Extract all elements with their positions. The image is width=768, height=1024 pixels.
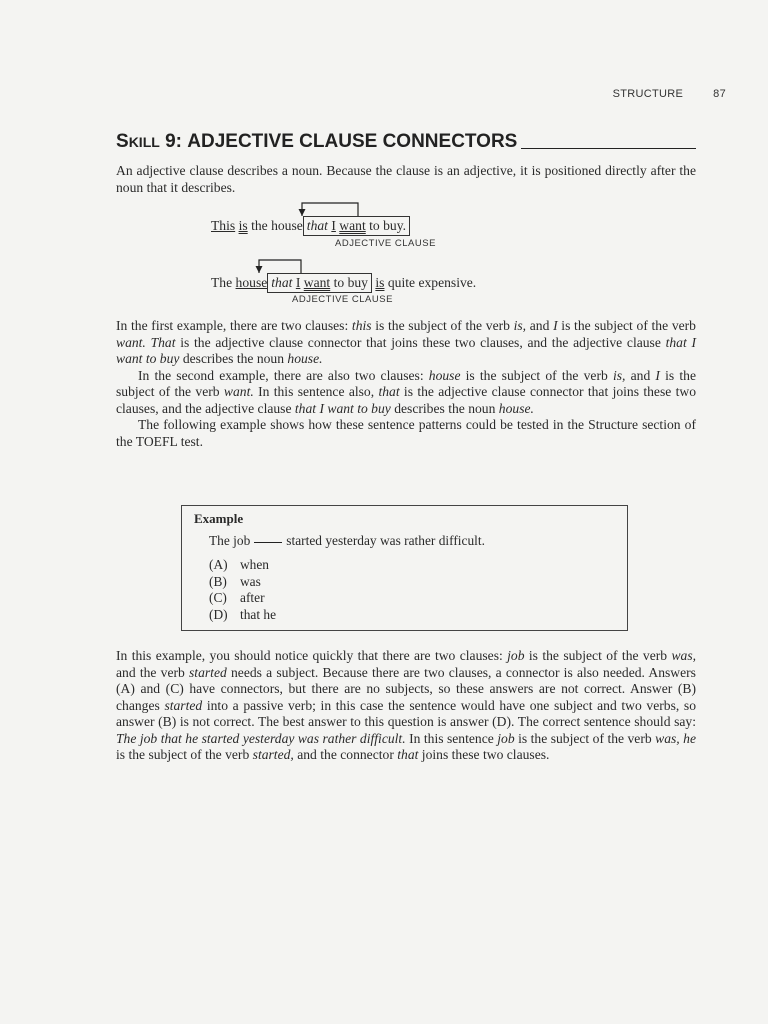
adjective-clause-label-1: ADJECTIVE CLAUSE (335, 238, 436, 249)
example-box (181, 505, 628, 631)
main-verb-is: is (375, 275, 385, 290)
choice-c: (C) after (209, 590, 265, 605)
answer-blank (254, 542, 282, 543)
adjective-clause-box (267, 273, 372, 293)
title-rule (521, 148, 696, 149)
analysis-paragraph: In this example, you should notice quickly that there are two clauses: job is the subject of the verb was, and the verb started needs a subject. Because there are two clauses, a connector is also needed. Answers (A) and (C) have connectors, but there are no subjects, so these answers are not correct. Answer (B) changes started into a passive verb; in this case the sentence would have one subject and two verbs, so answer (B) is not correct. The best answer to this question is answer (D). The correct sentence should say: The job that he started yesterday was rather difficult. In this sentence job is the subject of the verb was, he is the subject of the verb started, and the connector that joins these two clauses. (116, 648, 697, 762)
choice-d: (D) that he (209, 606, 277, 622)
clause-verb: want (339, 218, 366, 233)
explanation-paragraph-3: The following example shows how these sentence patterns could be tested in the Structure section of the TOEFL test. (116, 417, 696, 449)
choice-b: (B) was (209, 573, 261, 589)
noun-phrase: the house (251, 218, 303, 233)
explanation-paragraph-1: In the first example, there are two clauses: this is the subject of the verb is, and I is the subject of the verb want. That is the adjective clause connector that joins these two clauses, and the adjective clause that I want to buy describes the noun house. (116, 318, 696, 366)
page-number: 87 (713, 88, 726, 100)
example-question: The job started yesterday was rather difficult. (209, 533, 485, 548)
clause-end: to buy (333, 275, 368, 290)
connector-that: that (271, 275, 293, 290)
example-label: Example (194, 511, 244, 526)
skill-title (116, 131, 696, 153)
noun-house: house (235, 275, 268, 290)
example-sentence-1 (211, 216, 410, 236)
running-head (613, 88, 726, 100)
answer-choices (209, 557, 276, 623)
section-name: STRUCTURE (612, 88, 684, 100)
verb-is: is (238, 218, 248, 233)
clause-end: to buy. (369, 218, 407, 233)
example-sentence-2: The house that I want to buy is quite expensive. (211, 273, 476, 293)
explanation-paragraph-2: In the second example, there are also two clauses: house is the subject of the verb is, and I is the subject of the verb want. In this sentence also, that is the adjective clause connector that joins these two clauses, and the adjective clause that I want to buy describes the noun house. (116, 367, 696, 416)
connector-that: that (306, 218, 328, 233)
intro-paragraph: An adjective clause describes a noun. Because the clause is an adjective, it is positioned directly after the noun that it describes. (116, 163, 696, 195)
adjective-clause-label-2: ADJECTIVE CLAUSE (292, 294, 393, 305)
skill-prefix: SKILL 9: (116, 131, 182, 152)
subject-this: This (211, 218, 236, 233)
explanation-block (116, 318, 696, 450)
choice-a: (A) when (209, 557, 270, 572)
clause-subject: I (331, 218, 336, 233)
adjective-clause-box (303, 216, 410, 236)
skill-name: ADJECTIVE CLAUSE CONNECTORS (187, 131, 518, 152)
clause-verb: want (303, 275, 331, 290)
clause-subject: I (295, 275, 301, 290)
